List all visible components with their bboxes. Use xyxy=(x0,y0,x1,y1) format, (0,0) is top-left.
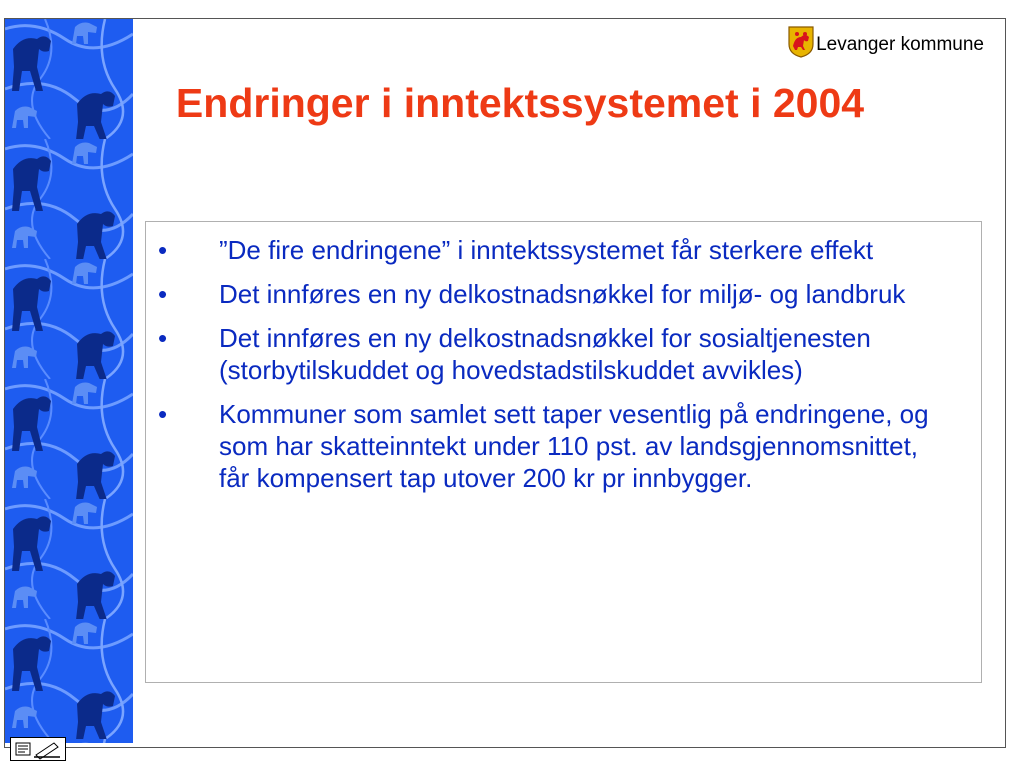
slide-title: Endringer i inntektssystemet i 2004 xyxy=(175,80,865,126)
content-box xyxy=(145,221,982,683)
brand-name: Levanger kommune xyxy=(816,33,984,55)
bullet-list xyxy=(146,234,946,506)
brand xyxy=(788,26,984,63)
bullet-item: • Kommuner som samlet sett taper vesentlig på endringene, og som har skatteinntekt under 110 pst. av landsgjennomsnittet, får kompensert tap utover 200 kr pr innbygger. xyxy=(146,398,946,494)
bullet-item: • Det innføres en ny delkostnadsnøkkel for sosialtjenesten (storbytilskuddet og hovedstadstilskuddet avvikles) xyxy=(146,322,946,386)
crest-icon xyxy=(788,26,814,63)
bullet-item: • ”De fire endringene” i inntektssystemet får sterkere effekt xyxy=(146,234,946,266)
bullet-item: • Det innføres en ny delkostnadsnøkkel for miljø- og landbruk xyxy=(146,278,946,310)
horse-pattern-icon xyxy=(5,19,133,743)
speaker-notes-icon[interactable] xyxy=(10,737,66,766)
